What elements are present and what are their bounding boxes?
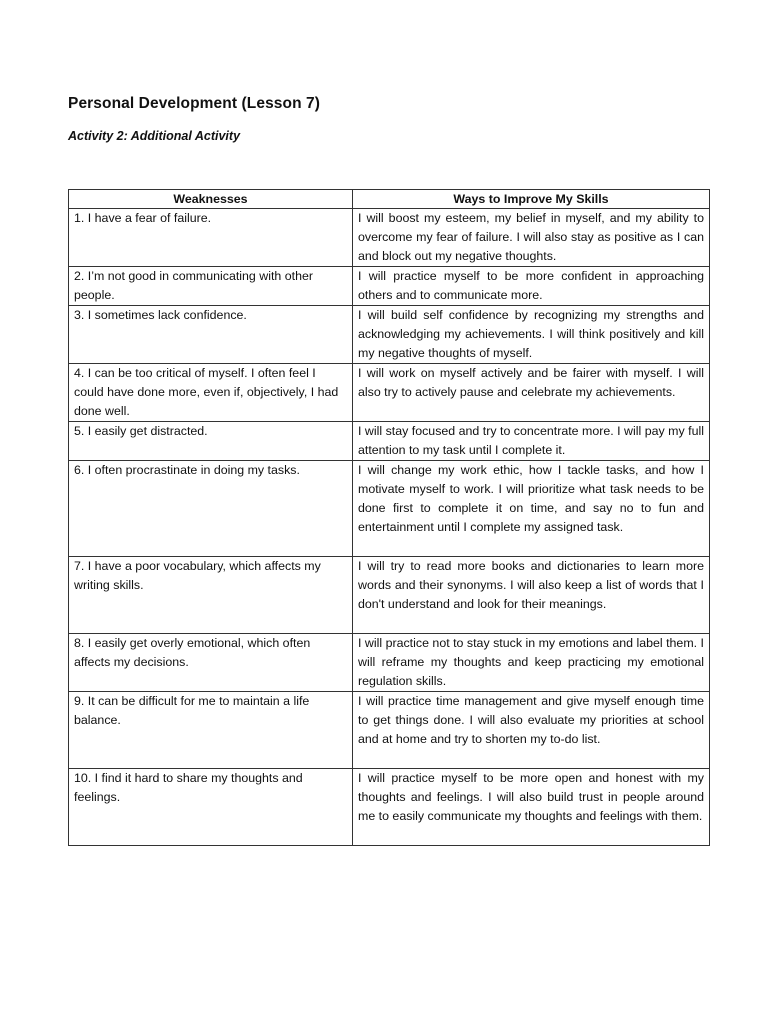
weakness-cell: 3. I sometimes lack confidence. [69, 306, 353, 364]
header-ways-to-improve: Ways to Improve My Skills [353, 190, 710, 209]
weakness-cell: 6. I often procrastinate in doing my tasks. [69, 461, 353, 557]
weakness-cell: 7. I have a poor vocabulary, which affects my writing skills. [69, 557, 353, 634]
improvement-cell: I will practice myself to be more confident in approaching others and to communicate more. [353, 267, 710, 306]
improvement-cell: I will practice not to stay stuck in my emotions and label them. I will reframe my thoughts and keep practicing my emotional regulation skills. [353, 634, 710, 692]
table-row [69, 422, 710, 461]
table-row [69, 461, 710, 557]
weakness-cell: 8. I easily get overly emotional, which often affects my decisions. [69, 634, 353, 692]
weakness-cell: 4. I can be too critical of myself. I often feel I could have done more, even if, objectively, I had done well. [69, 364, 353, 422]
weakness-cell: 5. I easily get distracted. [69, 422, 353, 461]
table-row [69, 634, 710, 692]
table-header-row [69, 190, 710, 209]
activity-subtitle: Activity 2: Additional Activity [68, 129, 241, 143]
header-weaknesses: Weaknesses [69, 190, 353, 209]
table-row [69, 209, 710, 267]
table-row [69, 364, 710, 422]
table-row [69, 769, 710, 846]
improvement-cell: I will try to read more books and dictionaries to learn more words and their synonyms. I will also keep a list of words that I don't understand and look for their meanings. [353, 557, 710, 634]
improvement-cell: I will work on myself actively and be fairer with myself. I will also try to actively pause and celebrate my achievements. [353, 364, 710, 422]
improvement-cell: I will practice myself to be more open and honest with my thoughts and feelings. I will also build trust in people around me to easily communicate my thoughts and feelings with them. [353, 769, 710, 846]
weakness-cell: 1. I have a fear of failure. [69, 209, 353, 267]
improvement-cell: I will change my work ethic, how I tackle tasks, and how I motivate myself to work. I will prioritize what task needs to be done first to complete it on time, and say no to fun and entertainment until I complete my assigned task. [353, 461, 710, 557]
table-row [69, 557, 710, 634]
document-title: Personal Development (Lesson 7) [68, 95, 321, 112]
weakness-cell: 2. I’m not good in communicating with other people. [69, 267, 353, 306]
improvement-cell: I will stay focused and try to concentrate more. I will pay my full attention to my task until I complete it. [353, 422, 710, 461]
table-row [69, 267, 710, 306]
improvement-cell: I will practice time management and give myself enough time to get things done. I will also evaluate my priorities at school and at home and try to shorten my to-do list. [353, 692, 710, 769]
skills-table [68, 189, 710, 846]
improvement-cell: I will build self confidence by recognizing my strengths and acknowledging my achievements. I will think positively and kill my negative thoughts of myself. [353, 306, 710, 364]
weakness-cell: 9. It can be difficult for me to maintain a life balance. [69, 692, 353, 769]
improvement-cell: I will boost my esteem, my belief in myself, and my ability to overcome my fear of failure. I will also stay as positive as I can and block out my negative thoughts. [353, 209, 710, 267]
weakness-cell: 10. I find it hard to share my thoughts and feelings. [69, 769, 353, 846]
table-row [69, 306, 710, 364]
table-row [69, 692, 710, 769]
